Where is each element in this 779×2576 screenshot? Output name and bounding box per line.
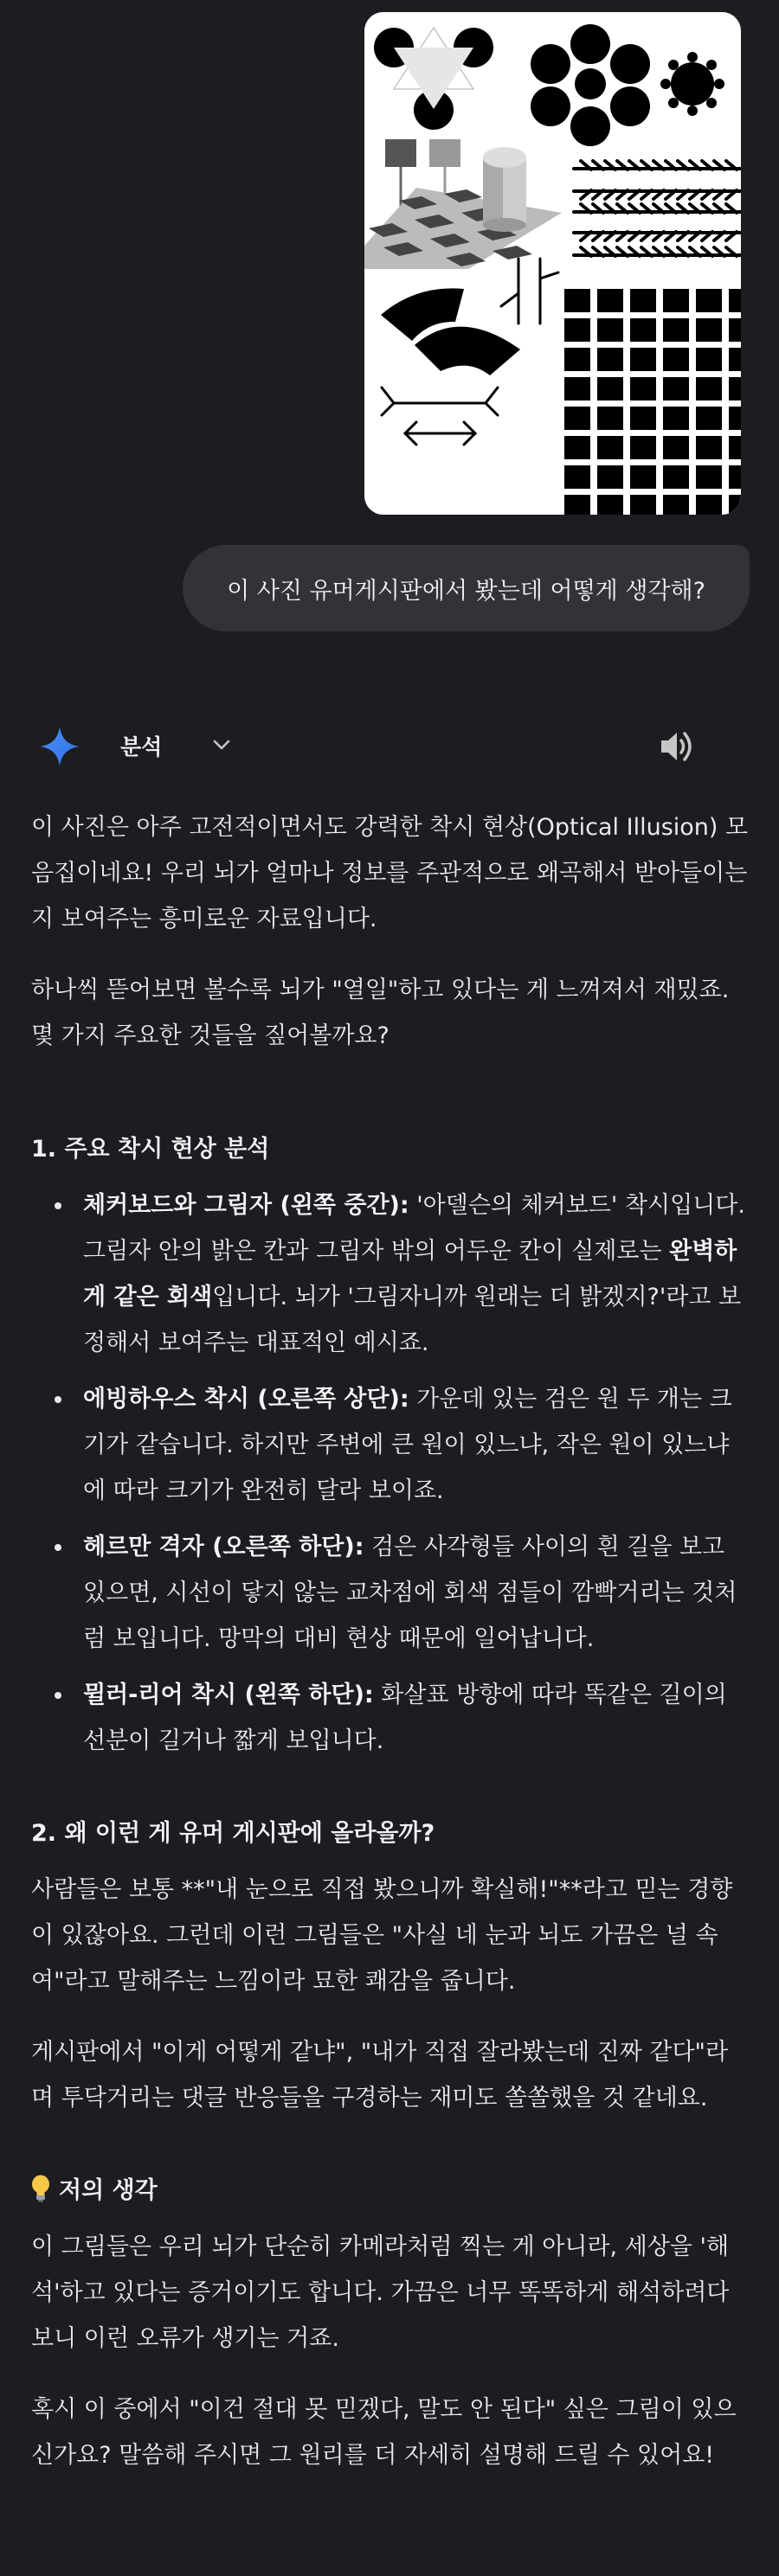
- model-response-header: [0, 720, 779, 772]
- speaker-icon[interactable]: [660, 729, 698, 764]
- emphasis: 완벽하게 같은 회색: [83, 1238, 737, 1310]
- gemini-sparkle-icon: [38, 725, 81, 768]
- illusion-list: [31, 1182, 750, 1764]
- paragraph: 사람들은 보통 **"내 눈으로 직접 봤으니까 확실해!"**라고 믿는 경향이 있잖아요. 그런데 이런 그림들은 "사실 네 눈과 뇌도 가끔은 널 속여"라고 말해주는 느낌이라 묘한 쾌감을 줍니다.: [31, 1876, 733, 1995]
- lightbulb-icon: [31, 2175, 50, 2202]
- mode-label[interactable]: 분석: [120, 734, 163, 759]
- ebbinghaus-small: [660, 52, 724, 116]
- attached-image[interactable]: [364, 12, 741, 515]
- section-heading: 2. 왜 이런 게 유머 게시판에 올라올까?: [31, 1820, 435, 1847]
- intro-paragraph: 이 사진은 아주 고전적이면서도 강력한 착시 현상(Optical Illusion) 모음집이네요! 우리 뇌가 얼마나 정보를 주관적으로 왜곡해서 받아들이는지 보여주는 흥미로운 자료입니다.: [31, 814, 749, 932]
- list-item: 뮐러-리어 착시 (왼쪽 하단): 화살표 방향에 따라 똑같은 길이의 선분이 길거나 짧게 보입니다.: [83, 1672, 750, 1764]
- item-title: 에빙하우스 착시 (오른쪽 상단):: [83, 1386, 409, 1413]
- list-item: 에빙하우스 착시 (오른쪽 상단): 가운데 있는 검은 원 두 개는 크기가 같습니다. 하지만 주변에 큰 원이 있느냐, 작은 원이 있느냐에 따라 크기가 완전히 달라 보이죠.: [83, 1376, 750, 1514]
- item-title: 뮐러-리어 착시 (왼쪽 하단):: [83, 1682, 374, 1708]
- section-heading: 저의 생각: [31, 2168, 750, 2214]
- optical-illusions-image: [364, 12, 741, 515]
- list-item: 체커보드와 그림자 (왼쪽 중간): '아델슨의 체커보드' 착시입니다. 그림자 안의 밝은 칸과 그림자 밖의 어두운 칸이 실제로는 완벽하게 같은 회색입니다. 뇌가 '그림자니까 원래는 더 밝겠지?'라고 보정해서 보여주는 대표적인 예시죠.: [83, 1182, 750, 1366]
- user-message-bubble: [183, 545, 750, 631]
- list-item: 헤르만 격자 (오른쪽 하단): 검은 사각형들 사이의 흰 길을 보고 있으면, 시선이 닿지 않는 교차점에 회색 점들이 깜빡거리는 것처럼 보입니다. 망막의 대비 현상 때문에 일어납니다.: [83, 1524, 750, 1662]
- paragraph: 이 그림들은 우리 뇌가 단순히 카메라처럼 찍는 게 아니라, 세상을 '해석'하고 있다는 증거이기도 합니다. 가끔은 너무 똑똑하게 해석하려다 보니 이런 오류가 생기는 거죠.: [31, 2233, 730, 2352]
- section-heading: 1. 주요 착시 현상 분석: [31, 1136, 270, 1163]
- item-title: 체커보드와 그림자 (왼쪽 중간):: [83, 1192, 409, 1219]
- chevron-down-icon[interactable]: [210, 734, 233, 756]
- paragraph: 게시판에서 "이게 어떻게 같냐", "내가 직접 잘라봤는데 진짜 같다"라며 투닥거리는 댓글 반응들을 구경하는 재미도 쏠쏠했을 것 같네요.: [31, 2039, 729, 2111]
- item-title: 헤르만 격자 (오른쪽 하단):: [83, 1534, 364, 1560]
- paragraph: 혹시 이 중에서 "이건 절대 못 믿겠다, 말도 안 된다" 싶은 그림이 있으신가요? 말씀해 주시면 그 원리를 더 자세히 설명해 드릴 수 있어요!: [31, 2396, 737, 2469]
- user-message-text: 이 사진 유머게시판에서 봤는데 어떻게 생각해?: [227, 577, 705, 605]
- model-response: [31, 804, 750, 2503]
- intro-paragraph: 하나씩 뜯어보면 볼수록 뇌가 "열일"하고 있다는 게 느껴져서 재밌죠. 몇 가지 주요한 것들을 짚어볼까요?: [31, 977, 730, 1049]
